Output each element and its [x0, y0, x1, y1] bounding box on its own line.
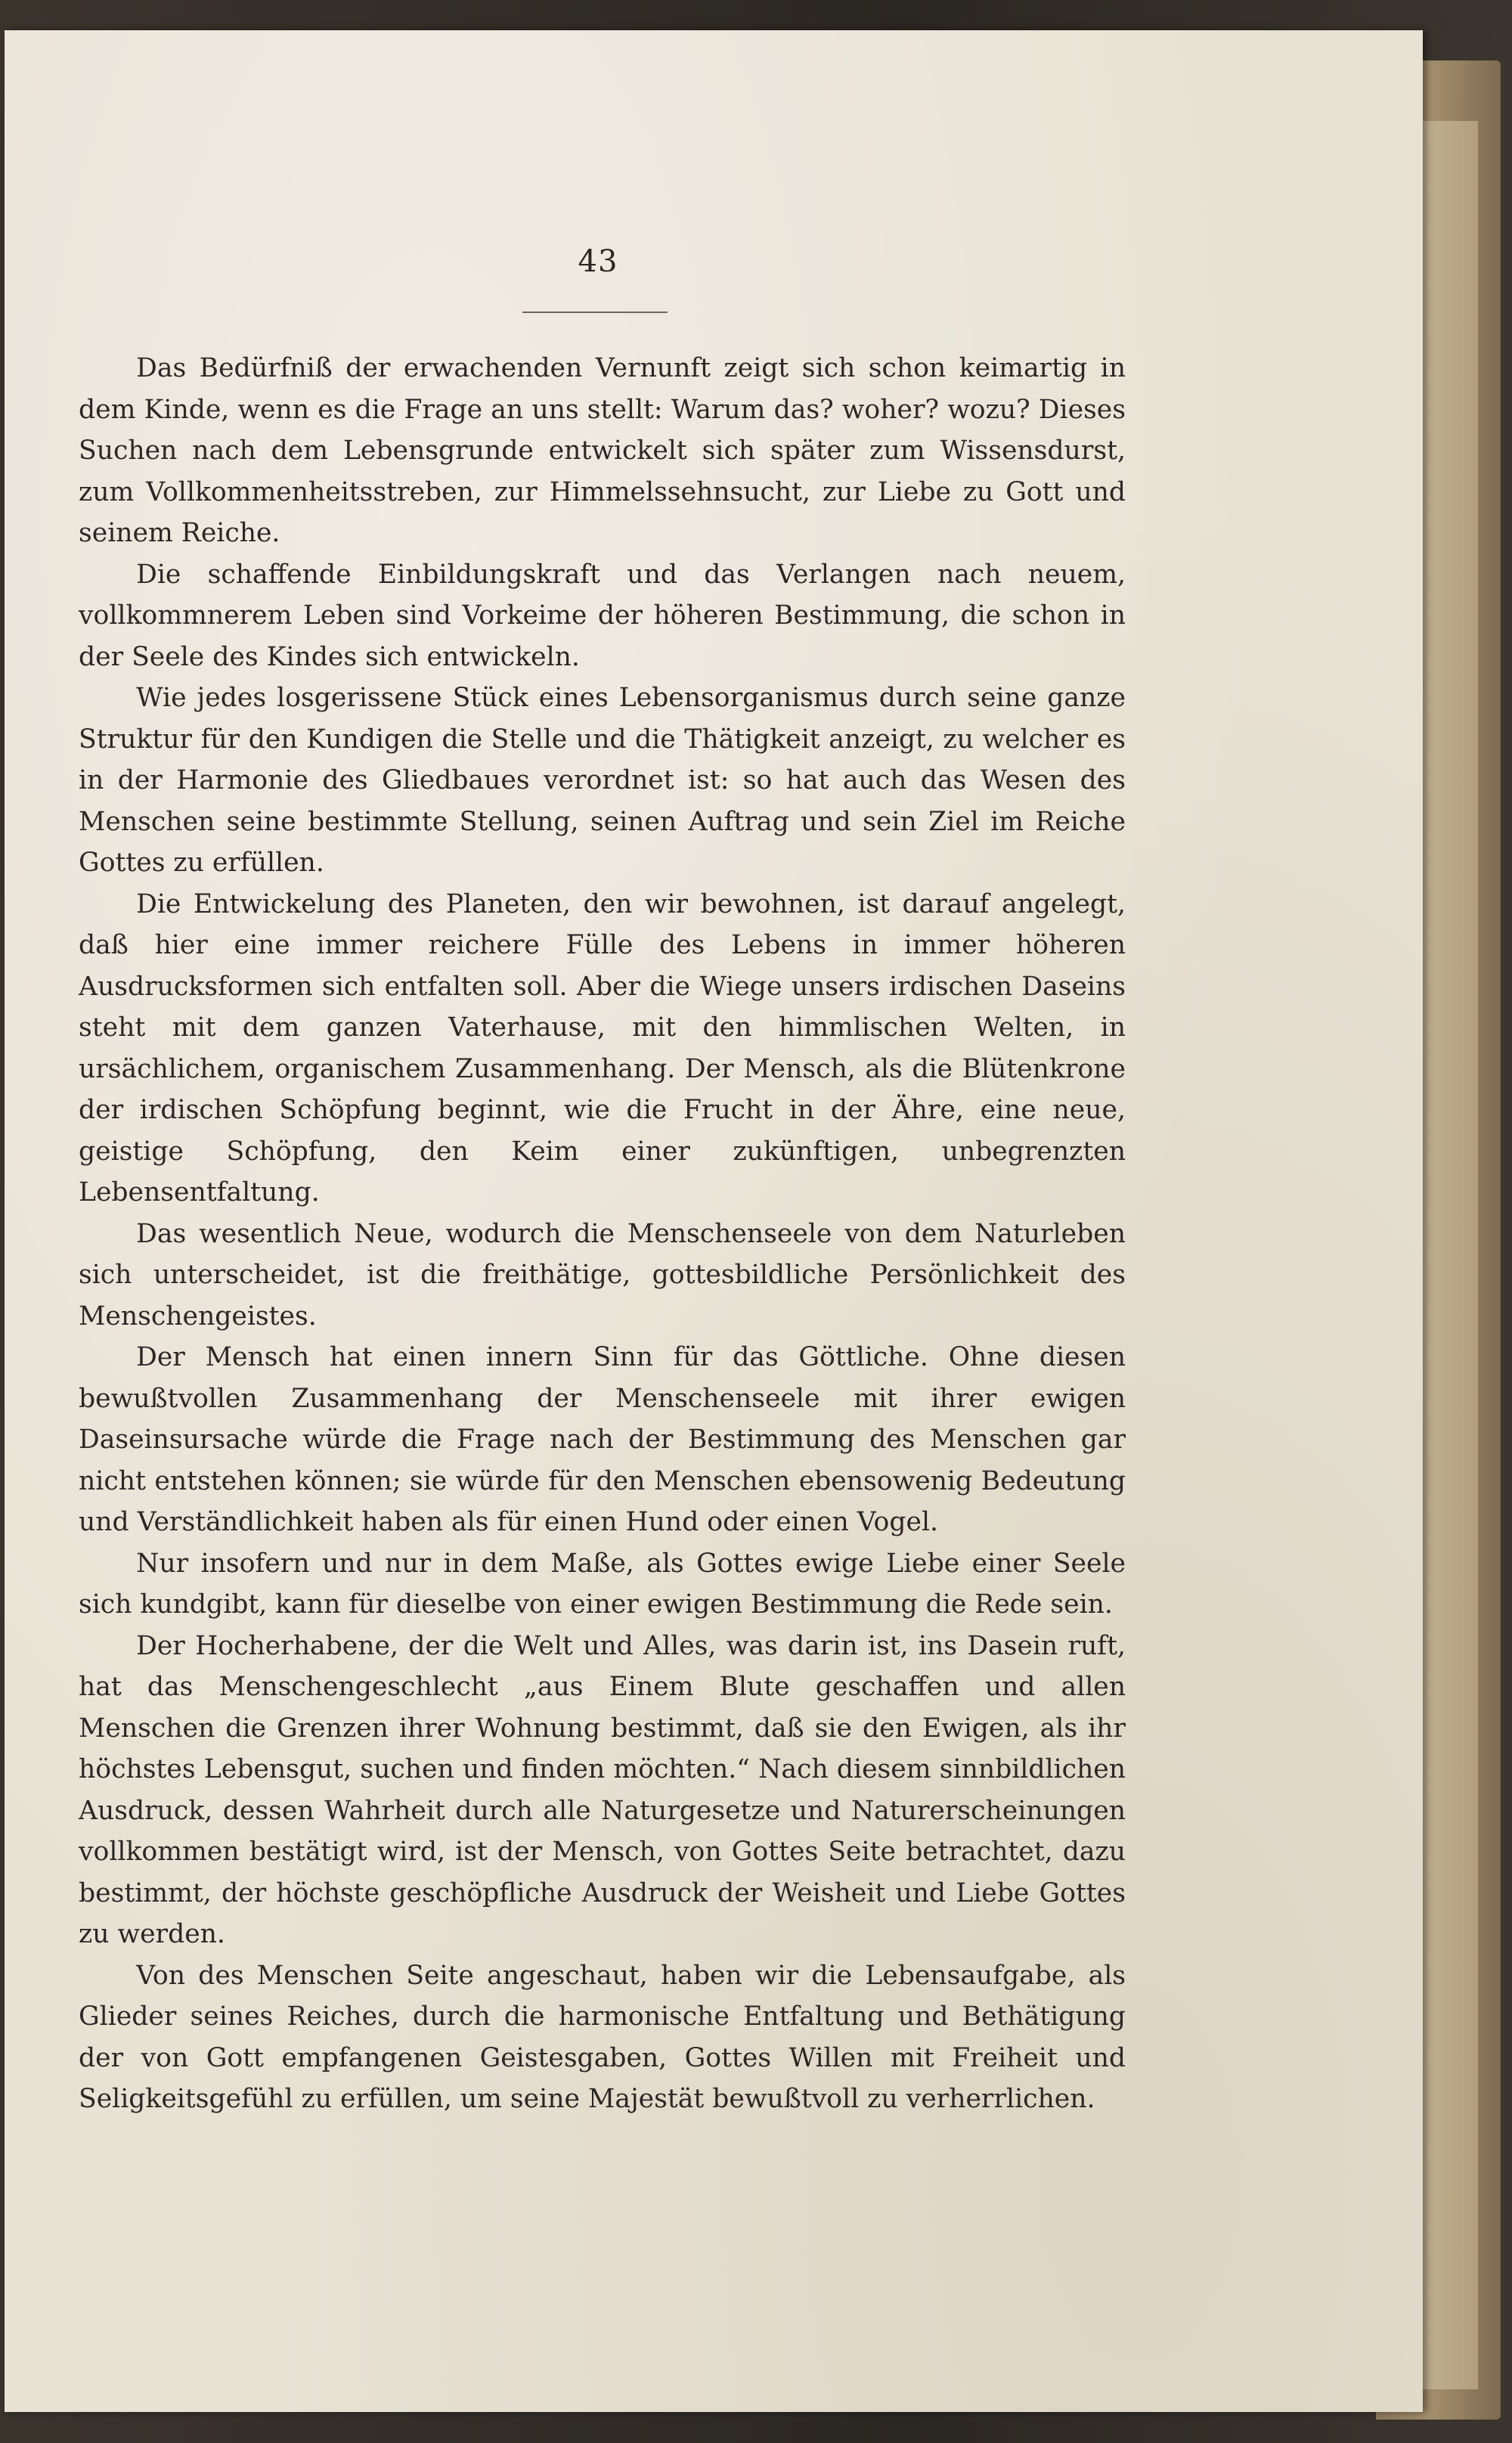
paragraph: Der Hocherhabene, der die Welt und Alles, was darin ist, ins Dasein ruft, hat das Menschengeschlecht „aus Einem Blute geschaffen und allen Menschen die Grenzen ihrer Wohnung bestimmt, daß sie den Ewigen, als ihr höchstes Lebensgut, suchen und finden möchten.“ Nach diesem sinnbildlichen Ausdruck, dessen Wahrheit durch alle Naturgesetze und Naturerscheinungen vollkommen bestätigt wird, ist der Mensch, von Gottes Seite betrachtet, dazu bestimmt, der höchste geschöpfliche Ausdruck der Weisheit und Liebe Gottes zu werden.	[79, 1630, 1126, 1949]
paragraph: Das wesentlich Neue, wodurch die Menschenseele von dem Naturleben sich unterscheidet, ist die freithätige, gottesbildliche Persönlichkeit des Menschengeistes.	[79, 1218, 1126, 1332]
page-number: 43	[578, 244, 618, 279]
paragraph: Das Bedürfniß der erwachenden Vernunft zeigt sich schon keimartig in dem Kinde, wenn es die Frage an uns stellt: Warum das? woher? wozu? Dieses Suchen nach dem Lebensgrunde entwickelt sich später zum Wissensdurst, zum Vollkommenheitsstreben, zur Himmelssehnsucht, zur Liebe zu Gott und seinem Reiche.	[79, 353, 1126, 548]
paragraph: Nur insofern und nur in dem Maße, als Gottes ewige Liebe einer Seele sich kundgibt, kann für dieselbe von einer ewigen Bestimmung die Rede sein.	[79, 1548, 1126, 1620]
paragraph: Von des Menschen Seite angeschaut, haben wir die Lebensaufgabe, als Glieder seines Reiches, durch die harmonische Entfaltung und Bethätigung der von Gott empfangenen Geistesgaben, Gottes Willen mit Freiheit und Seligkeitsgefühl zu erfüllen, um seine Majestät bewußtvoll zu verherrlichen.	[79, 1960, 1126, 2114]
paragraph: Die Entwickelung des Planeten, den wir bewohnen, ist darauf angelegt, daß hier eine immer reichere Fülle des Lebens in immer höheren Ausdrucksformen sich entfalten soll. Aber die Wiege unsers irdischen Daseins steht mit dem ganzen Vaterhause, mit den himmlischen Welten, in ursächlichem, organischem Zusammenhang. Der Mensch, als die Blütenkrone der irdischen Schöpfung beginnt, wie die Frucht in der Ähre, eine neue, geistige Schöpfung, den Keim einer zukünftigen, unbegrenzten Lebensentfaltung.	[79, 888, 1126, 1208]
page-number-rule	[522, 312, 668, 313]
body-text	[79, 348, 1126, 2120]
paragraph: Wie jedes losgerissene Stück eines Lebensorganismus durch seine ganze Struktur für den Kundigen die Stelle und die Thätigkeit anzeigt, zu welcher es in der Harmonie des Gliedbaues verordnet ist: so hat auch das Wesen des Menschen seine bestimmte Stellung, seinen Auftrag und sein Ziel im Reiche Gottes zu erfüllen.	[79, 683, 1126, 878]
book-page	[5, 30, 1423, 2412]
paragraph: Die schaffende Einbildungskraft und das Verlangen nach neuem, vollkommnerem Leben sind Vorkeime der höheren Bestimmung, die schon in der Seele des Kindes sich entwickeln.	[79, 559, 1126, 672]
paragraph: Der Mensch hat einen innern Sinn für das Göttliche. Ohne diesen bewußtvollen Zusammenhang der Menschenseele mit ihrer ewigen Daseinsursache würde die Frage nach der Bestimmung des Menschen gar nicht entstehen können; sie würde für den Menschen ebensowenig Bedeutung und Verständlichkeit haben als für einen Hund oder einen Vogel.	[79, 1342, 1126, 1537]
